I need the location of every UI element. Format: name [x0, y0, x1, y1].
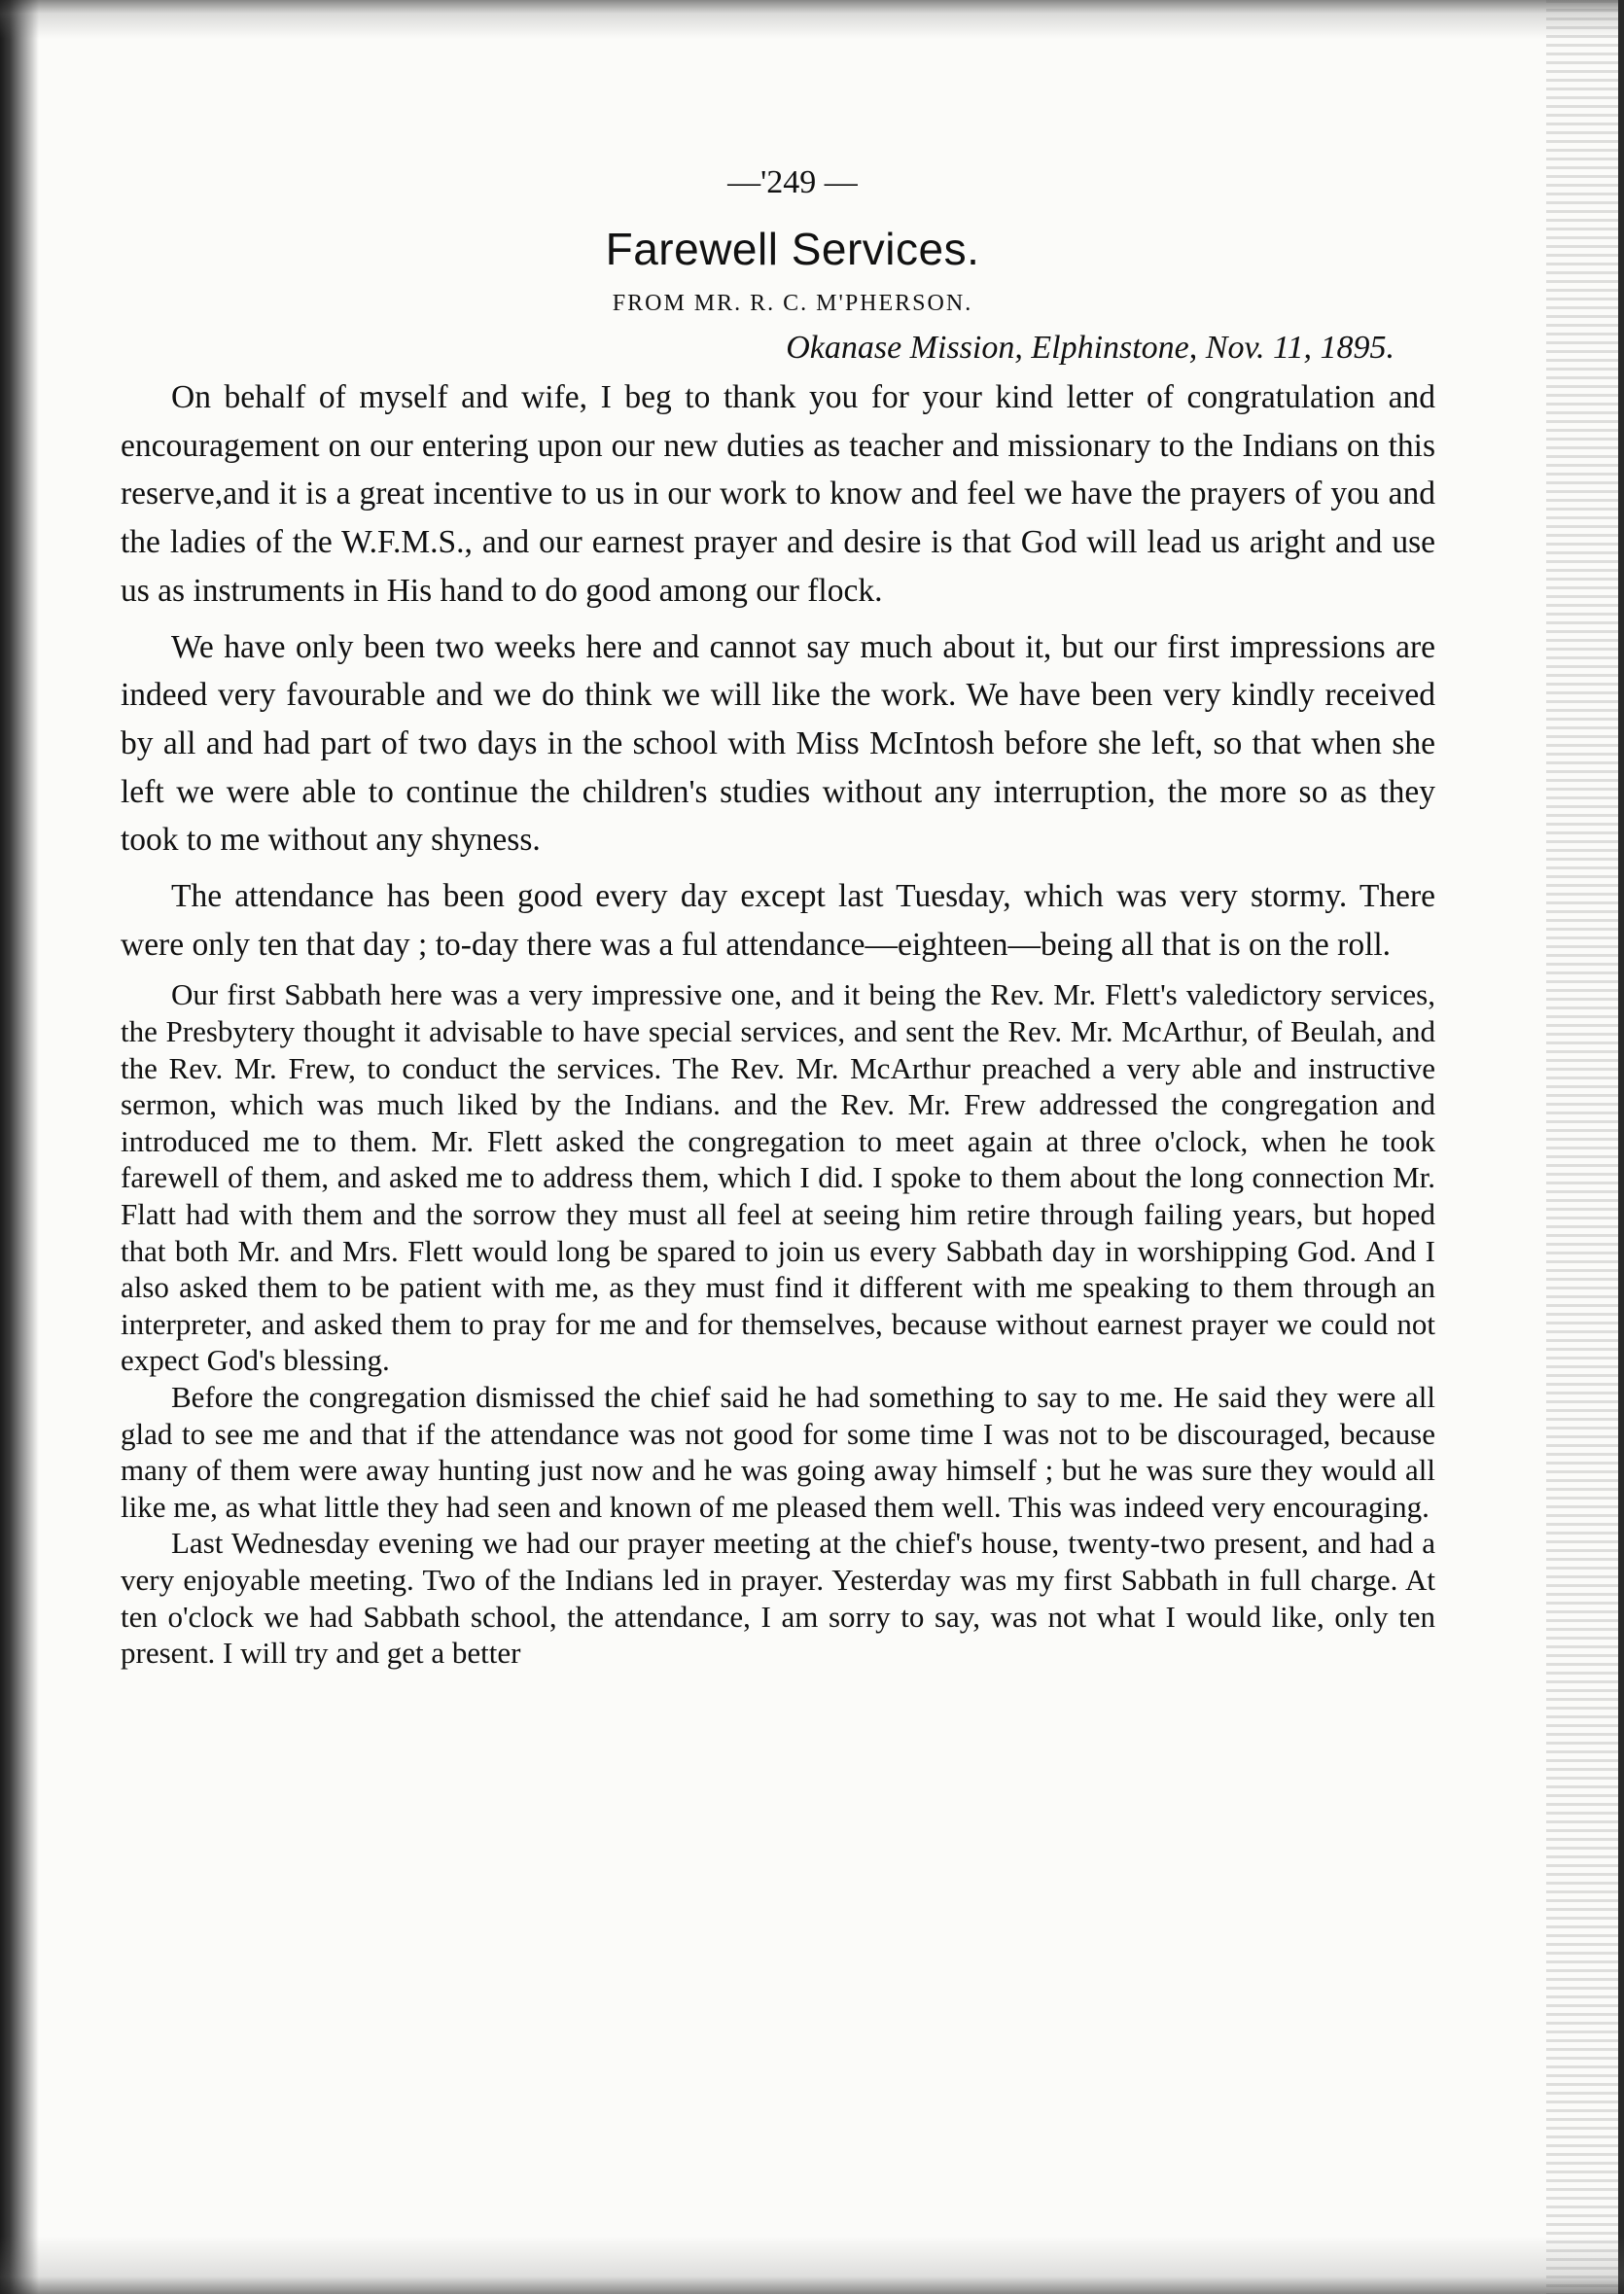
scan-edge-right-bar	[1618, 0, 1624, 2294]
article	[121, 156, 1435, 1672]
paragraph-6: Last Wednesday evening we had our prayer meeting at the chief's house, twenty-two present, and had a very enjoyable meeting. Two of the Indians led in prayer. Yesterday was my first Sabbath in full charge. At ten o'clock we had Sabbath school, the attendance, I am sorry to say, was not what I would like, only ten present. I will try and get a better	[121, 1526, 1435, 1671]
scan-edge-left	[0, 0, 39, 2294]
paragraph-5: Before the congregation dismissed the chief said he had something to say to me. He said they were all glad to see me and that if the attendance was not good for some time I was not to be discouraged, because many of them were away hunting just now and he was going away himself ; but he was sure they would all like me, as what little they had seen and known of me pleased them well. This was indeed very encouraging.	[121, 1379, 1435, 1524]
article-title: Farewell Services.	[605, 224, 980, 274]
page-number: —'249 —	[727, 164, 858, 200]
dateline: Okanase Mission, Elphinstone, Nov. 11, 1895.	[786, 330, 1395, 366]
paragraph-1: On behalf of myself and wife, I beg to thank you for your kind letter of congratulation and encouragement on our entering upon our new duties as teacher and missionary to the Indians on this reserve,and it is a great incentive to us in our work to know and feel we have the prayers of you and the ladies of the W.F.M.S., and our earnest prayer and desire is that God will lead us aright and use us as instruments in His hand to do good among our flock.	[121, 379, 1435, 609]
paragraph-4: Our first Sabbath here was a very impressive one, and it being the Rev. Mr. Flett's valedictory services, the Presbytery thought it advisable to have special services, and sent the Rev. Mr. McArthur, of Beulah, and the Rev. Mr. Frew, to conduct the services. The Rev. Mr. McArthur preached a very able and instructive sermon, which was much liked by the Indians. and the Rev. Mr. Frew addressed the congregation and introduced me to them. Mr. Flett asked the congregation to meet again at three o'clock, when he took farewell of them, and asked me to address them, which I did. I spoke to them about the long connection Mr. Flatt had with them and the sorrow they must all feel at seeing him retire through failing years, but hoped that both Mr. and Mrs. Flett would long be spared to join us every Sabbath day in worshipping God. And I also asked them to be patient with me, as they must find it different with me speaking to them through an interpreter, and asked them to pray for me and for themselves, because without earnest prayer we could not expect God's blessing.	[121, 977, 1435, 1378]
scan-edge-bottom	[0, 2236, 1624, 2294]
scan-edge-top	[0, 0, 1624, 39]
paragraph-2: We have only been two weeks here and cannot say much about it, but our first impressions are indeed very favourable and we do think we will like the work. We have been very kindly received by all and had part of two days in the school with Miss McIntosh before she left, so that when she left we were able to continue the children's studies without any interruption, the more so as they took to me without any shyness.	[121, 628, 1435, 859]
paragraph-3: The attendance has been good every day except last Tuesday, which was very stormy. There were only ten that day ; to-day there was a ful attendance—eighteen—being all that is on the roll.	[121, 878, 1435, 963]
byline: FROM MR. R. C. M'PHERSON.	[612, 291, 973, 316]
scan-edge-right	[1546, 0, 1624, 2294]
